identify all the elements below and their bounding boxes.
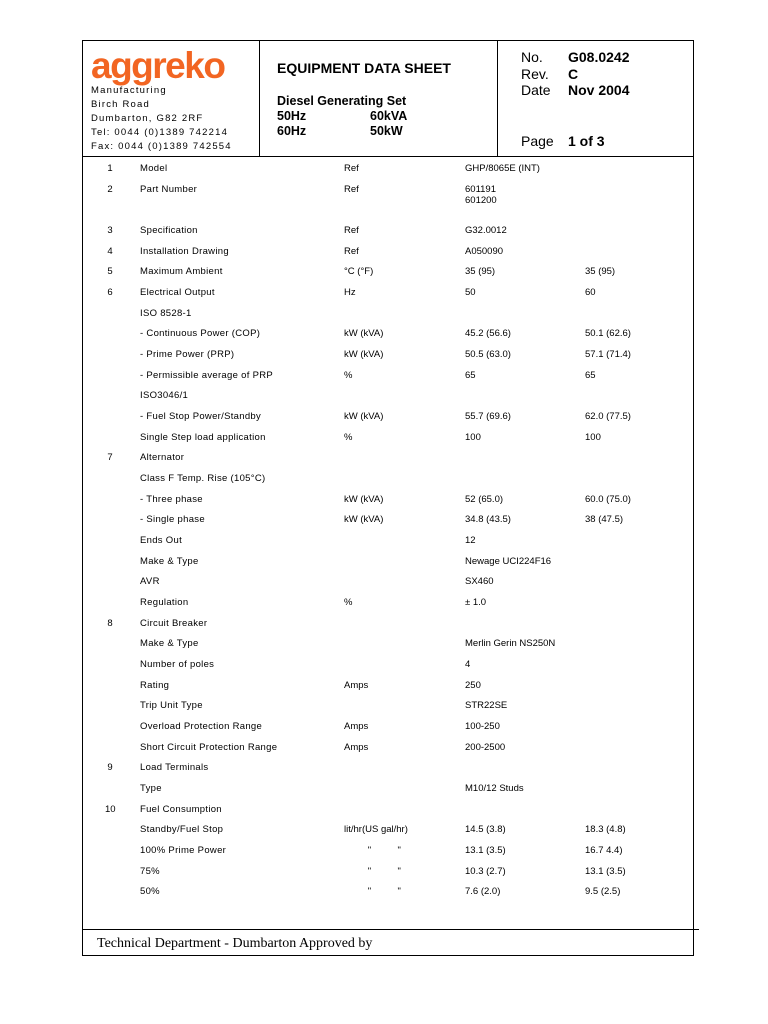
item-label: - Three phase [140,494,203,505]
address-line-3: Dumbarton, G82 2RF [91,113,204,124]
value-50hz: 250 [465,680,481,691]
item-label: 100% Prime Power [140,845,227,856]
value-60hz: 100 [585,432,601,443]
value-50hz: G32.0012 [465,225,507,236]
item-unit: % [344,597,353,608]
date-value: Nov 2004 [568,82,630,98]
value-50hz: 35 (95) [465,266,496,277]
item-label: Regulation [140,597,189,608]
item-number: 2 [107,184,113,195]
value-50hz: STR22SE [465,700,508,711]
item-number: 10 [105,804,116,815]
doc-number-label: No. [521,49,543,65]
value-50hz: 34.8 (43.5) [465,514,511,525]
item-label: Class F Temp. Rise (105°C) [140,473,266,484]
value-50hz: 13.1 (3.5) [465,845,506,856]
item-label: Electrical Output [140,287,215,298]
revision-value: C [568,66,579,82]
item-number: 9 [107,762,113,773]
value-50hz: 4 [465,659,471,670]
item-label: Part Number [140,184,198,195]
value-50hz: 10.3 (2.7) [465,866,506,877]
item-label: 50% [140,886,160,897]
value-50hz: Merlin Gerin NS250N [465,638,556,649]
value-50hz: GHP/8065E (INT) [465,163,540,174]
value-50hz: M10/12 Studs [465,783,524,794]
rating-freq-2: 60Hz [277,124,307,138]
item-label: 75% [140,866,160,877]
value-60hz: 60.0 (75.0) [585,494,631,505]
value-60hz: 9.5 (2.5) [585,886,621,897]
value-50hz: Newage UCI224F16 [465,556,552,567]
page-value: 1 of 3 [568,133,605,149]
value-60hz: 38 (47.5) [585,514,624,525]
item-label: Load Terminals [140,762,209,773]
item-number: 4 [107,246,113,257]
item-label: - Prime Power (PRP) [140,349,235,360]
item-label: Ends Out [140,535,183,546]
item-label: Circuit Breaker [140,618,208,629]
value-50hz: 55.7 (69.6) [465,411,511,422]
item-label: AVR [140,576,160,587]
item-unit: Ref [344,184,359,195]
value-60hz: 13.1 (3.5) [585,866,626,877]
value-60hz: 62.0 (77.5) [585,411,631,422]
item-label: Single Step load application [140,432,266,443]
item-unit: " " [344,886,401,897]
header [83,41,693,157]
value-50hz: 100 [465,432,481,443]
value-50hz: ± 1.0 [465,597,487,608]
item-label: Rating [140,680,170,691]
value-50hz: SX460 [465,576,494,587]
item-unit: kW (kVA) [344,411,384,422]
value-50hz: 14.5 (3.8) [465,824,506,835]
value-50hz: 12 [465,535,476,546]
item-label: Short Circuit Protection Range [140,742,278,753]
value-50hz: 52 (65.0) [465,494,504,505]
value-50hz: 45.2 (56.6) [465,328,511,339]
item-label: Number of poles [140,659,215,670]
item-label: Type [140,783,162,794]
value-60hz: 65 [585,370,596,381]
item-label: Make & Type [140,556,199,567]
value-50hz: 50 [465,287,476,298]
item-unit: Ref [344,163,359,174]
item-label: - Continuous Power (COP) [140,328,261,339]
footer-text: Technical Department - Dumbarton Approved by [97,936,373,951]
item-label: Installation Drawing [140,246,229,257]
item-unit: kW (kVA) [344,494,384,505]
address-line-1: Manufacturing [91,85,167,96]
value-60hz: 18.3 (4.8) [585,824,626,835]
rating-freq-1: 50Hz [277,109,307,123]
revision-label: Rev. [521,66,549,82]
item-label: - Permissible average of PRP [140,370,274,381]
value-60hz: 35 (95) [585,266,616,277]
document-meta [497,41,693,156]
item-unit: Amps [344,680,369,691]
item-label: Trip Unit Type [140,700,203,711]
item-unit: °C (°F) [344,266,374,277]
item-unit: " " [344,845,401,856]
value-50hz: 65 [465,370,476,381]
value-60hz: 50.1 (62.6) [585,328,631,339]
item-unit: % [344,432,353,443]
value-50hz: 200-2500 [465,742,506,753]
item-number: 7 [107,452,113,463]
item-unit: kW (kVA) [344,514,384,525]
item-label: Model [140,163,168,174]
fax-line: Fax: 0044 (0)1389 742554 [91,141,232,152]
item-unit: Ref [344,225,359,236]
value-50hz: 601191 601200 [465,184,497,206]
rating-power-1: 60kVA [370,109,408,123]
tel-line: Tel: 0044 (0)1389 742214 [91,127,229,138]
item-unit: % [344,370,353,381]
value-50hz: 100-250 [465,721,500,732]
item-unit: " " [344,866,401,877]
address-line-2: Birch Road [91,99,150,110]
item-unit: kW (kVA) [344,328,384,339]
item-number: 6 [107,287,113,298]
item-label: Maximum Ambient [140,266,223,277]
item-unit: kW (kVA) [344,349,384,360]
item-number: 3 [107,225,113,236]
page-label: Page [521,133,554,149]
item-label: ISO3046/1 [140,390,189,401]
document-title: EQUIPMENT DATA SHEET [277,60,451,76]
item-label: Overload Protection Range [140,721,263,732]
item-unit: Amps [344,721,369,732]
value-50hz: 50.5 (63.0) [465,349,511,360]
item-label: Specification [140,225,198,236]
item-label: Make & Type [140,638,199,649]
value-60hz: 57.1 (71.4) [585,349,631,360]
item-number: 5 [107,266,113,277]
item-label: ISO 8528-1 [140,308,192,319]
doc-number-value: G08.0242 [568,49,630,65]
item-number: 8 [107,618,113,629]
title-block [259,41,498,156]
company-block [83,41,260,156]
item-label: Alternator [140,452,185,463]
item-label: Standby/Fuel Stop [140,824,224,835]
item-label: Fuel Consumption [140,804,222,815]
aggreko-logo: aggreko [91,45,225,86]
item-label: - Fuel Stop Power/Standby [140,411,262,422]
item-unit: Amps [344,742,369,753]
item-unit: Hz [344,287,356,298]
item-number: 1 [107,163,113,174]
item-unit: lit/hr(US gal/hr) [344,824,408,835]
value-50hz: 7.6 (2.0) [465,886,501,897]
data-sheet-frame [82,40,694,956]
item-label: - Single phase [140,514,205,525]
value-50hz: A050090 [465,246,504,257]
product-title: Diesel Generating Set [277,94,407,108]
value-60hz: 16.7 4.4) [585,845,623,856]
item-unit: Ref [344,246,359,257]
rating-power-2: 50kW [370,124,403,138]
footer-divider [83,929,699,930]
value-60hz: 60 [585,287,596,298]
date-label: Date [521,82,551,98]
